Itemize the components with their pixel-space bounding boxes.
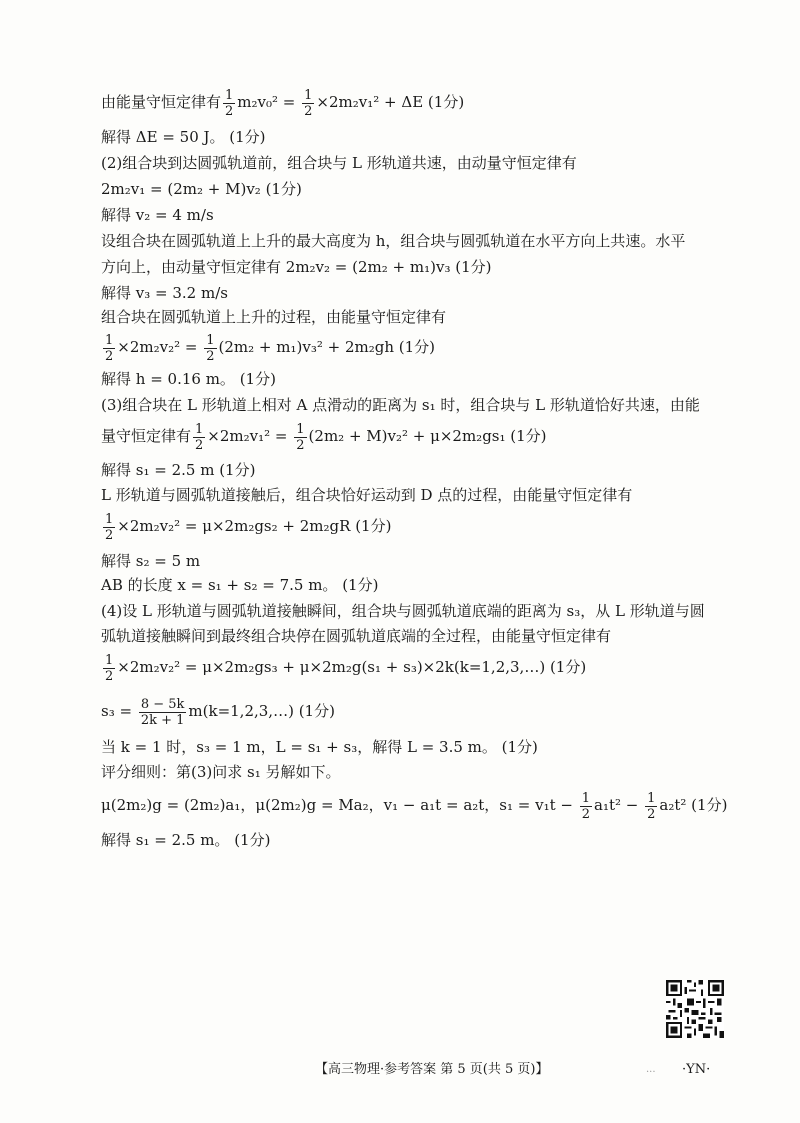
part-4-intro: (4)设 L 形轨道与圆弧轨道接触瞬间，组合块与圆弧轨道底端的距离为 s₃，从 L 形轨道与圆: [101, 602, 705, 620]
numerator: 1: [195, 421, 204, 437]
fraction: [204, 333, 216, 364]
result-v3: 解得 v₃ = 3.2 m/s: [101, 284, 228, 302]
text: s₃ =: [101, 702, 137, 720]
energy-conservation-eq-4: [101, 508, 730, 544]
result-ab-length: AB 的长度 x = s₁ + s₂ = 7.5 m。 (1分): [101, 576, 379, 594]
result-h: 解得 h = 0.16 m。 (1分): [101, 370, 276, 388]
energy-conservation-eq-3: [101, 418, 730, 454]
denominator: 2: [105, 348, 114, 364]
fraction: [103, 512, 115, 543]
part-2-intro: (2)组合块到达圆弧轨道前，组合块与 L 形轨道共速，由动量守恒定律有: [101, 154, 577, 172]
contact-process-intro: L 形轨道与圆弧轨道接触后，组合块恰好运动到 D 点的过程，由能量守恒定律有: [101, 486, 633, 504]
fraction: [223, 88, 235, 119]
energy-conservation-eq-2: [101, 329, 730, 365]
part-4-process: 弧轨道接触瞬间到最终组合块停在圆弧轨道底端的全过程，由能量守恒定律有: [101, 627, 612, 645]
numerator: 1: [304, 87, 313, 103]
denominator: 2: [581, 806, 591, 822]
text: μ(2m₂)g = (2m₂)a₁，μ(2m₂)g = Ma₂，v₁ − a₁t = a₂t，s₁ = v₁t −: [101, 796, 578, 814]
denominator: 2: [296, 437, 305, 453]
result-s2: 解得 s₂ = 5 m: [101, 552, 201, 570]
numerator: 1: [647, 790, 656, 806]
numerator: 1: [105, 332, 114, 348]
fraction: [294, 422, 306, 453]
rising-process-intro: 组合块在圆弧轨道上上升的过程，由能量守恒定律有: [101, 308, 447, 326]
text: ×2m₂v₂² = μ×2m₂gs₂ + 2m₂gR (1分): [117, 517, 392, 535]
result-v2: 解得 v₂ = 4 m/s: [101, 206, 214, 224]
part-3-intro: (3)组合块在 L 形轨道上相对 A 点滑动的距离为 s₁ 时，组合块与 L 形轨道恰好共速，由能: [101, 396, 700, 414]
text: a₁t² −: [594, 796, 644, 814]
text: m(k=1,2,3,…) (1分): [188, 702, 335, 720]
numerator: 1: [105, 652, 114, 668]
text: ×2m₂v₂² = μ×2m₂gs₃ + μ×2m₂g(s₁ + s₃)×2k(k=1,2,3,…) (1分): [117, 658, 587, 676]
energy-conservation-eq-1: [101, 84, 730, 120]
numerator: 1: [206, 332, 215, 348]
fraction: [645, 791, 657, 822]
momentum-eq-1: 2m₂v₁ = (2m₂ + M)v₂ (1分): [101, 180, 302, 198]
scoring-note: 评分细则：第(3)问求 s₁ 另解如下。: [101, 763, 341, 781]
fraction: [103, 333, 115, 364]
text: ×2m₂v₁² + ΔE (1分): [316, 93, 465, 111]
text: 量守恒定律有: [101, 427, 192, 445]
numerator: 8 − 5k: [140, 696, 185, 712]
denominator: 2: [225, 103, 234, 119]
numerator: 1: [581, 790, 591, 806]
page-footer: [0, 1059, 800, 1081]
text: 由能量守恒定律有: [101, 93, 222, 111]
denominator: 2: [206, 348, 215, 364]
footer-page-info: 【高三物理·参考答案 第 5 页(共 5 页)】: [315, 1062, 549, 1077]
result-s1: 解得 s₁ = 2.5 m (1分): [101, 461, 256, 479]
qr-code-icon: [666, 980, 724, 1038]
text: (2m₂ + m₁)v₃² + 2m₂gh (1分): [218, 338, 436, 356]
fraction: [139, 697, 187, 728]
denominator: 2: [647, 806, 656, 822]
denominator: 2: [105, 668, 114, 684]
denominator: 2: [105, 527, 114, 543]
result-delta-e: 解得 ΔE = 50 J。 (1分): [101, 128, 266, 146]
result-s1-alt: 解得 s₁ = 2.5 m。 (1分): [101, 831, 271, 849]
fraction: [103, 653, 115, 684]
footer-code: ·YN·: [682, 1062, 711, 1077]
result-s3-formula: [101, 693, 730, 729]
alternative-solution-eq: [101, 787, 730, 823]
text: ×2m₂v₂² =: [117, 338, 203, 356]
fraction: [302, 88, 314, 119]
numerator: 1: [225, 87, 234, 103]
denominator: 2: [304, 103, 313, 119]
energy-conservation-eq-5: [101, 649, 730, 685]
text: (2m₂ + M)v₂² + μ×2m₂gs₁ (1分): [308, 427, 547, 445]
numerator: 1: [105, 511, 114, 527]
text: m₂v₀² =: [237, 93, 301, 111]
fraction: [580, 791, 592, 822]
text: ×2m₂v₁² =: [207, 427, 293, 445]
denominator: 2k + 1: [140, 712, 185, 728]
max-height-setup: 设组合块在圆弧轨道上上升的最大高度为 h，组合块与圆弧轨道在水平方向上共速。水平: [101, 232, 686, 250]
footer-dots: ...: [646, 1064, 656, 1075]
momentum-eq-2: 方向上，由动量守恒定律有 2m₂v₂ = (2m₂ + m₁)v₃ (1分): [101, 258, 492, 276]
result-l: 当 k = 1 时，s₃ = 1 m，L = s₁ + s₃，解得 L = 3.5 m。 (1分): [101, 738, 538, 756]
numerator: 1: [296, 421, 305, 437]
denominator: 2: [195, 437, 204, 453]
text: a₂t² (1分): [659, 796, 728, 814]
fraction: [193, 422, 205, 453]
